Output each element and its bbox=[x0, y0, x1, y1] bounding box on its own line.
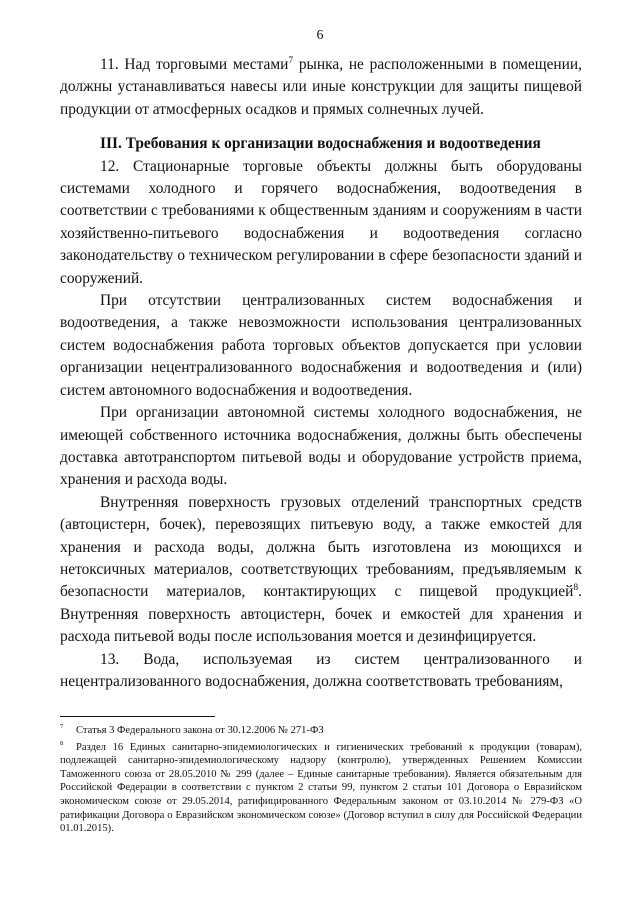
footnote-8: $^8$ Раздел 16 Единых санитарно-эпидемиологических и гигиенических требований к продукции (товарам), подлежащей санитарно-эпидемиологическому надзору (контролю), утвержденных Решением Комиссии Таможенного союза от 28.05.2010 № 299 (далее – Единые санитарные требования). Является обязательным для Российской Федерации в соответствии с пунктом 2 статьи 99, пунктом 2 статьи 101 Договора о Евразийском экономическом союзе от 29.05.2014, ратифицированного Федеральным законом от 03.10.2014 № 279-ФЗ «О ратификации Договора о Евразийском экономическом союзе» (Договор вступил в силу для Российской Федерации 01.01.2015). bbox=[60, 740, 582, 835]
footnote-7-text: Статья 3 Федерального закона от 30.12.2006 № 271-ФЗ bbox=[76, 725, 324, 736]
footnote-8-text: Раздел 16 Единых санитарно-эпидемиологических и гигиенических требований к продукции (товарам), подлежащей санитарно-эпидемиологическому надзору (контролю), утвержденных Решением Комиссии Таможенного союза от 28.05.2010 № 299 (далее – Единые санитарные требования). Является обязательным для Российской Федерации в соответствии с пунктом 2 статьи 99, пунктом 2 статьи 101 Договора о Евразийском экономическом союзе от 29.05.2014, ратифицированного Федеральным законом от 03.10.2014 № 279-ФЗ «О ратификации Договора о Евразийском экономическом союзе» (Договор вступил в силу для Российской Федерации 01.01.2015). bbox=[60, 741, 582, 835]
main-text bbox=[60, 54, 582, 693]
paragraph-12-autonomous: При организации автономной системы холодного водоснабжения, не имеющей собственного источника водоснабжения, должны быть обеспечены доставка автотранспортом питьевой воды и оборудование устройств приема, хранения и расхода воды. bbox=[60, 404, 582, 489]
paragraph-12-centralized: При отсутствии централизованных систем водоснабжения и водоотведения, а также невозможности использования централизованных систем водоснабжения работа торговых объектов допускается при условии организации нецентрализованного водоснабжения и водоотведения и (или) систем автономного водоснабжения и водоотведения. bbox=[60, 292, 582, 399]
footnote-ref-7[interactable]: 7 bbox=[288, 54, 294, 66]
paragraph-12: 12. Стационарные торговые объекты должны быть оборудованы системами холодного и горячего водоснабжения, водоотведения в соответствии с требованиями к общественным зданиям и сооружениям в части хозяйственно-питьевого водоснабжения и водоотведения согласно законодательству о техническом регулировании в сфере безопасности зданий и сооружений. bbox=[60, 157, 582, 287]
paragraph-11-text-cont: рынка, не расположенными в помещении, должны устанавливаться навесы или иные конструкции для защиты пищевой продукции от атмосферных осадков и прямых солнечных лучей. bbox=[60, 56, 582, 118]
paragraph-12-surfaces-cont: . Внутренняя поверхность автоцистерн, бочек и емкостей для хранения и расхода питьевой воды после использования моется и дезинфицируется. bbox=[60, 583, 582, 646]
paragraph-12-surfaces bbox=[60, 492, 582, 649]
paragraph-12-surfaces-text: Внутренняя поверхность грузовых отделений транспортных средств (автоцистерн, бочек), перевозящих питьевую воду, а также емкостей для хранения и расхода воды, должна быть изготовлена из моющихся и нетоксичных материалов, соответствующих требованиям, предъявляемым к безопасности материалов, контактирующих с пищевой продукцией bbox=[60, 493, 582, 601]
footnote-ref-8[interactable]: 8 bbox=[573, 582, 579, 594]
footnotes bbox=[60, 724, 582, 836]
paragraph-11-text: 11. Над торговыми местами bbox=[100, 56, 289, 73]
section-heading: III. Требования к организации водоснабжения и водоотведения bbox=[100, 135, 541, 153]
paragraph-13: 13. Вода, используемая из систем централизованного и нецентрализованного водоснабжения, должна соответствовать требованиям, bbox=[60, 650, 582, 690]
paragraph-11 bbox=[60, 54, 582, 121]
footnote-separator bbox=[60, 716, 215, 717]
footnote-7: $^7$ Статья 3 Федерального закона от 30.12.2006 № 271-ФЗ bbox=[60, 723, 324, 736]
page-number: 6 bbox=[316, 28, 324, 43]
